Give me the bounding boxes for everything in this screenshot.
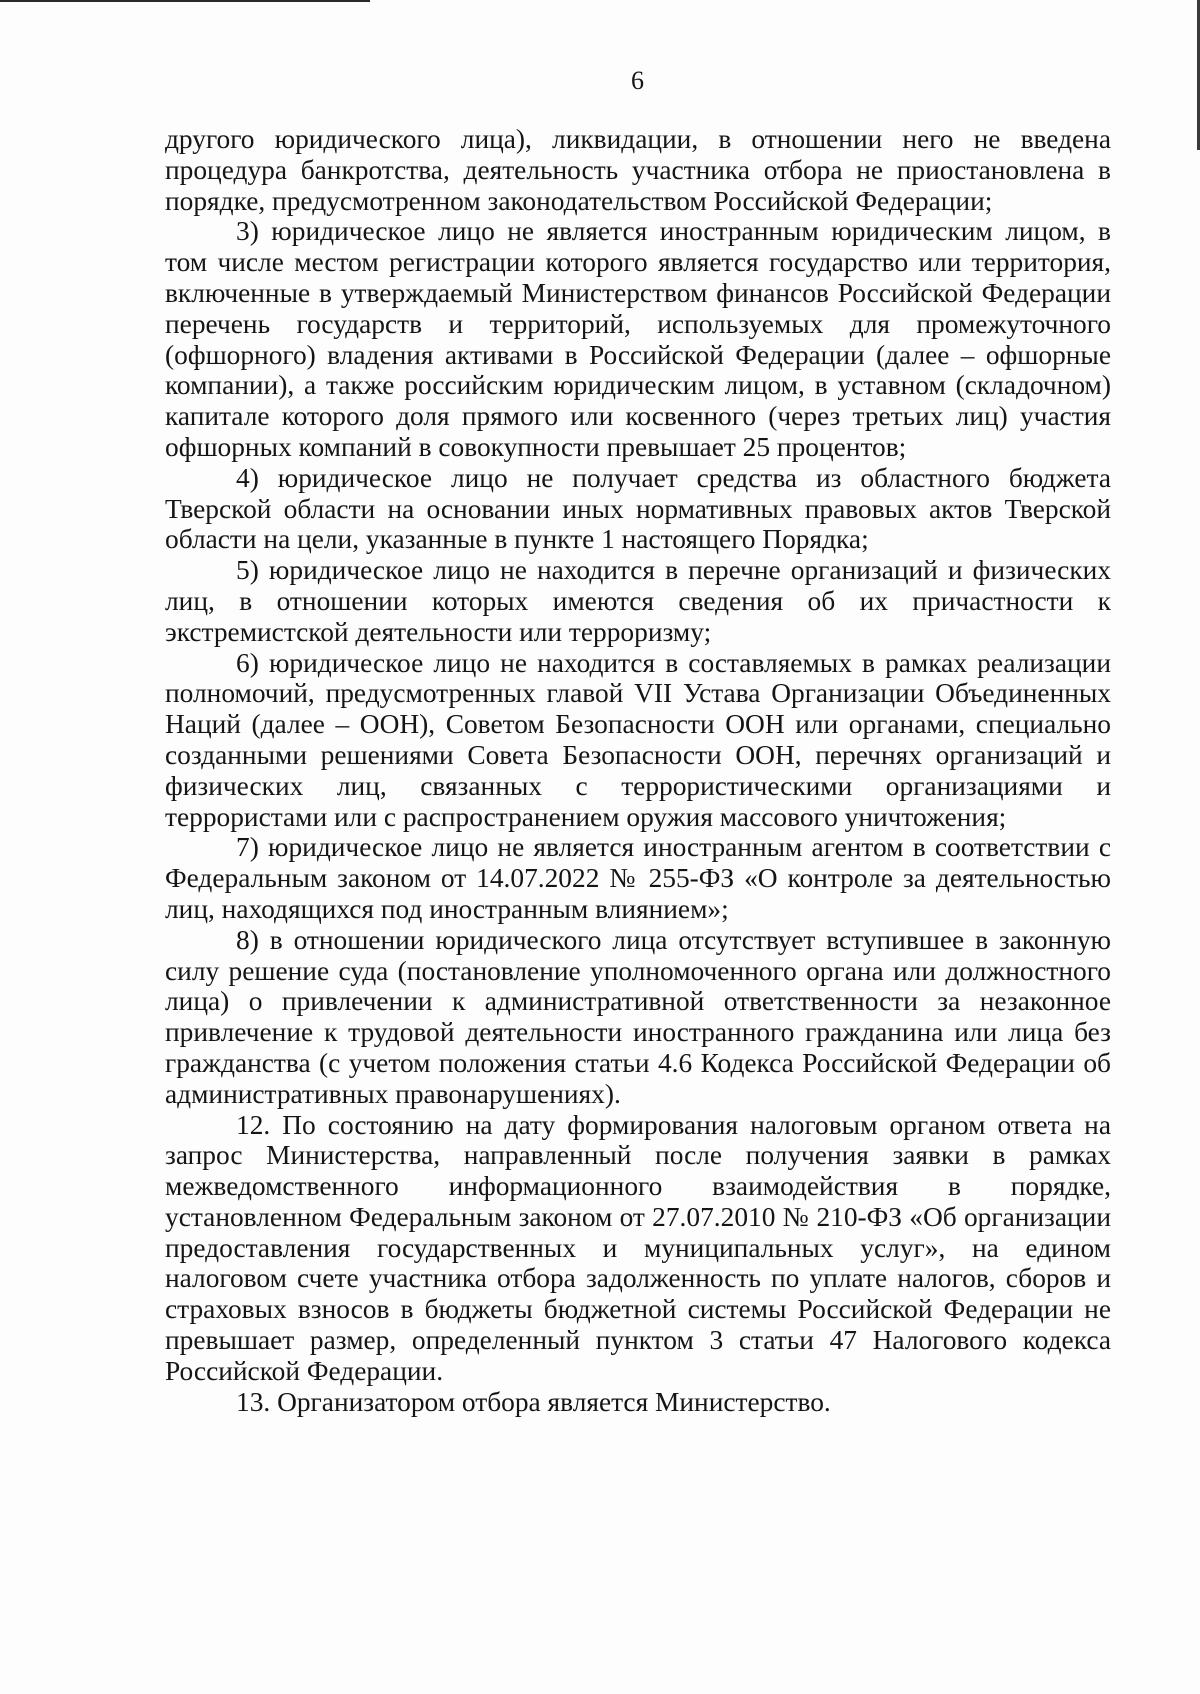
paragraph-clause-12: 12. По состоянию на дату формирования налоговым органом ответа на запрос Министерства, направленный после получения заявки в рамках межведомственного информационного взаимодействия в порядке, установленном Федеральным законом от 27.07.2010 № 210-ФЗ «Об организации предоставления государственных и муниципальных услуг», на едином налоговом счете участника отбора задолженность по уплате налогов, сборов и страховых взносов в бюджеты бюджетной системы Российской Федерации не превышает размер, определенный пунктом 3 статьи 47 Налогового кодекса Российской Федерации. — [165, 1109, 1111, 1386]
paragraph-clause-13: 13. Организатором отбора является Министерство. — [236, 1386, 831, 1417]
paragraph-continuation: другого юридического лица), ликвидации, в отношении него не введена процедура банкротства, деятельность участника отбора не приостановлена в порядке, предусмотренном законодательством Российской Федерации; — [165, 124, 1111, 216]
paragraph-item-5: 5) юридическое лицо не находится в перечне организаций и физических лиц, в отношении которых имеются сведения об их причастности к экстремистской деятельности или терроризму; — [165, 555, 1111, 647]
paragraph-item-6: 6) юридическое лицо не находится в составляемых в рамках реализации полномочий, предусмотренных главой VII Устава Организации Объединенных Наций (далее – ООН), Советом Безопасности ООН или органами, специально созданными решениями Совета Безопасности ООН, перечнях организаций и физических лиц, связанных с террористическими организациями и террористами или с распространением оружия массового уничтожения; — [165, 647, 1111, 832]
paragraph-item-8: 8) в отношении юридического лица отсутствует вступившее в законную силу решение суда (постановление уполномоченного органа или должностного лица) о привлечении к административной ответственности за незаконное привлечение к трудовой деятельности иностранного гражданина или лица без гражданства (с учетом положения статьи 4.6 Кодекса Российской Федерации об административных правонарушениях). — [165, 924, 1111, 1109]
paragraph-item-4: 4) юридическое лицо не получает средства из областного бюджета Тверской области на основании иных нормативных правовых актов Тверской области на цели, указанные в пункте 1 настоящего Порядка; — [165, 462, 1111, 555]
page-number: 6 — [631, 66, 644, 95]
document-body — [165, 124, 1111, 1417]
paragraph-item-3: 3) юридическое лицо не является иностранным юридическим лицом, в том числе местом регистрации которого является государство или территория, включенные в утверждаемый Министерством финансов Российской Федерации перечень государств и территорий, используемых для промежуточного (офшорного) владения активами в Российской Федерации (далее – офшорные компании), а также российским юридическим лицом, в уставном (складочном) капитале которого доля прямого или косвенного (через третьих лиц) участия офшорных компаний в совокупности превышает 25 процентов; — [165, 216, 1111, 462]
paragraph-item-7: 7) юридическое лицо не является иностранным агентом в соответствии с Федеральным законом от 14.07.2022 № 255-ФЗ «О контроле за деятельностью лиц, находящихся под иностранным влиянием»; — [165, 832, 1111, 924]
top-edge-rule — [0, 0, 370, 2]
